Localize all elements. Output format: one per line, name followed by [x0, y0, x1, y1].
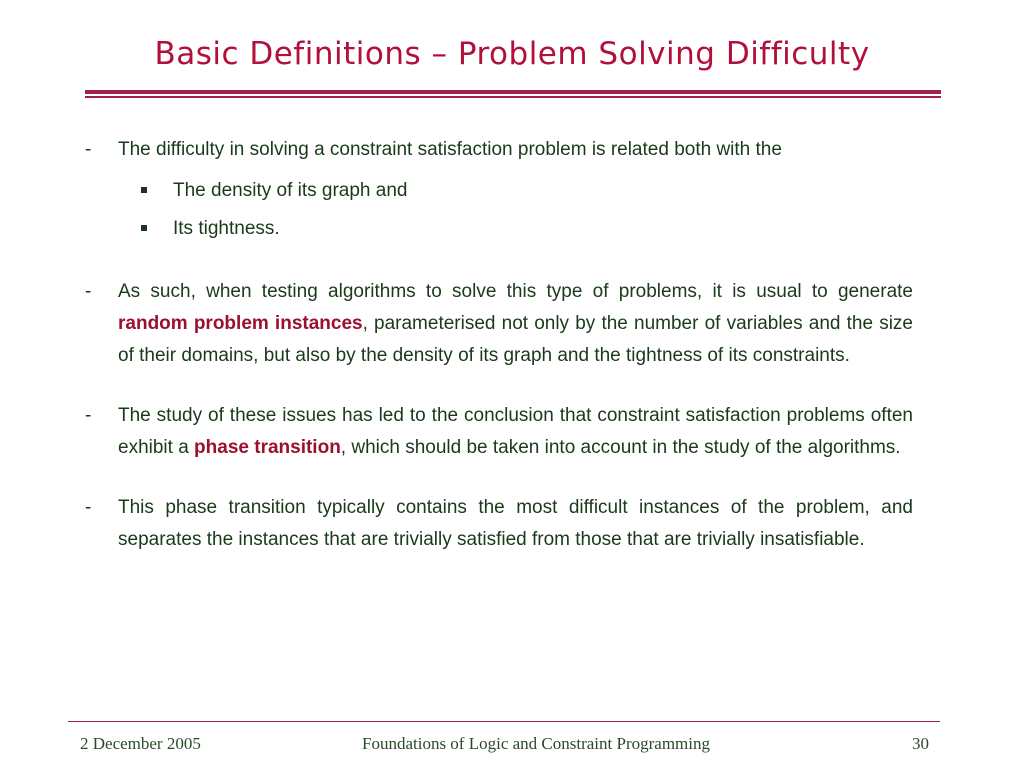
bullet-random-instances [85, 276, 913, 372]
sub-bullet-list [118, 172, 913, 248]
title-divider-thick [85, 90, 941, 94]
bullet-text: This phase transition typically contains the most difficult instances of the problem, and separates the instances that are trivially satisfied from those that are trivially insatisfiable. [118, 497, 913, 550]
bullet-difficult-instances [85, 492, 913, 556]
bullet-phase-transition [85, 400, 913, 464]
footer-page-number: 30 [912, 734, 929, 753]
sub-bullet-text: The density of its graph and [173, 180, 408, 201]
sub-bullet-text: Its tightness. [173, 218, 280, 239]
dash-marker: - [85, 139, 92, 160]
highlight-phase-transition: phase transition [194, 437, 341, 458]
bullet-text: The difficulty in solving a constraint satisfaction problem is related both with the [118, 139, 782, 160]
footer-date: 2 December 2005 [80, 734, 201, 753]
bullet-text-before: The study of these issues has led to the conclusion that constraint satisfaction problems often exhibit a [118, 405, 913, 458]
dash-marker: - [85, 497, 92, 518]
slide-body [85, 134, 913, 584]
square-bullet-icon [141, 225, 147, 231]
dash-marker: - [85, 281, 92, 302]
square-bullet-icon [141, 187, 147, 193]
bullet-text-after: , which should be taken into account in the study of the algorithms. [340, 437, 901, 458]
footer-course-title: Foundations of Logic and Constraint Programming [362, 734, 710, 753]
highlight-random-problem-instances: random problem instances [118, 313, 363, 334]
bullet-text-after: , parameterised not only by the number of variables and the size of their domains, but also by the density of its graph and the tightness of its constraints. [118, 313, 913, 366]
title-divider [85, 90, 941, 98]
sub-bullet-density [118, 172, 913, 210]
bullet-difficulty [85, 134, 913, 248]
title-divider-thin [85, 96, 941, 98]
bullet-text-before: As such, when testing algorithms to solve this type of problems, it is usual to generate [118, 281, 913, 302]
sub-bullet-tightness [118, 210, 913, 248]
footer-divider [68, 721, 940, 722]
dash-marker: - [85, 405, 92, 426]
slide-title: Basic Definitions – Problem Solving Difficulty [154, 36, 870, 72]
